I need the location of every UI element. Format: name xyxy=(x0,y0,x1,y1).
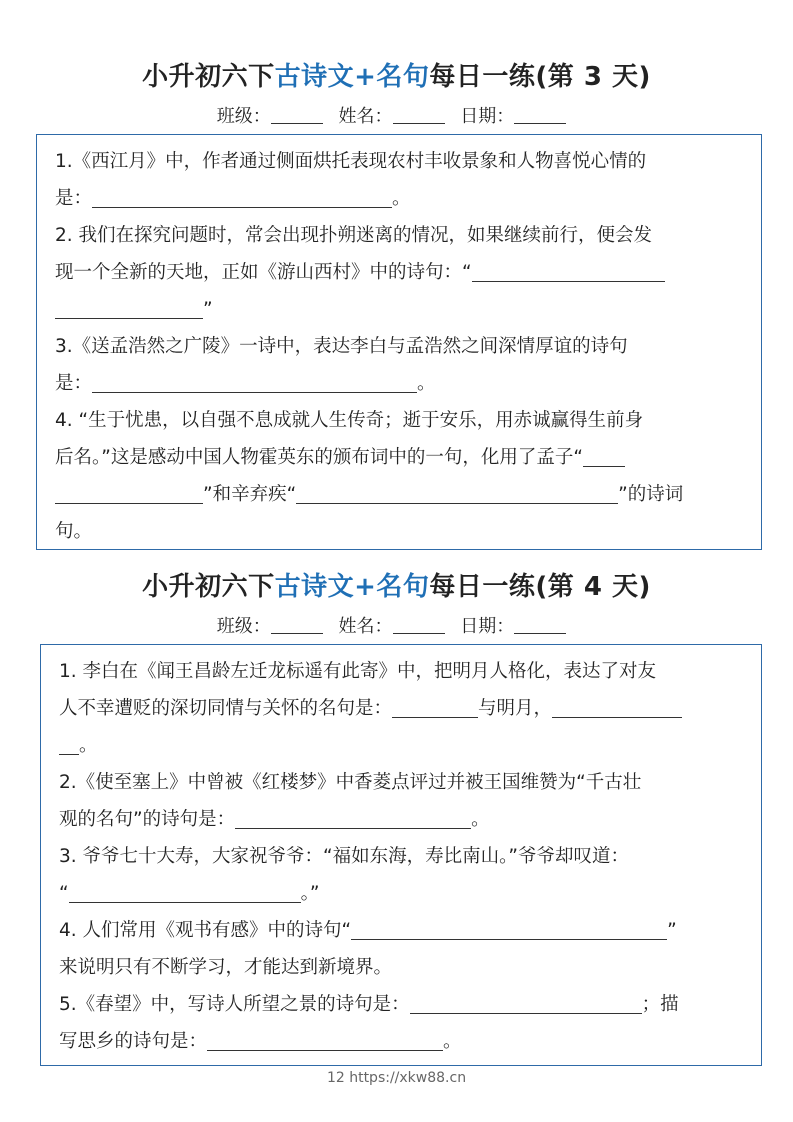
q5-prefix-2: 写思乡的诗句是： xyxy=(59,1031,208,1052)
q1-mid: 与明月， xyxy=(478,698,553,719)
q4-line-1: 4. “生于忧患，以自强不息成就人生传奇；逝于安乐，用赤诚赢得生前身 xyxy=(55,410,644,431)
answer-blank[interactable] xyxy=(351,917,667,940)
day4-title-highlight: 古诗文+名句 xyxy=(274,572,430,602)
q2-suffix: 。 xyxy=(471,809,490,830)
q1-line-1: 1. 李白在《闻王昌龄左迁龙标遥有此寄》中，把明月人格化，表达了对友 xyxy=(59,661,657,682)
answer-blank[interactable] xyxy=(55,481,203,504)
class-label: 班级： xyxy=(216,616,271,637)
answer-blank[interactable] xyxy=(59,732,79,755)
q5-line-2 xyxy=(59,1023,747,1060)
q4-close-quote: ” xyxy=(667,920,677,941)
day4-info-row xyxy=(0,612,793,638)
day3-title-suffix: 每日一练(第 3 天) xyxy=(429,62,651,92)
q3-line-2 xyxy=(59,875,747,912)
day3-title-highlight: 古诗文+名句 xyxy=(274,62,430,92)
q5-prefix: 5.《春望》中，写诗人所望之景的诗句是： xyxy=(59,994,410,1015)
day3-title-prefix: 小升初六下 xyxy=(142,62,275,92)
answer-blank[interactable] xyxy=(392,695,478,718)
q1-line-2 xyxy=(55,180,747,217)
day4-title-suffix: 每日一练(第 4 天) xyxy=(429,572,651,602)
q2-prefix: 观的名句”的诗句是： xyxy=(59,809,236,830)
date-blank[interactable] xyxy=(514,106,566,124)
q2-suffix: ” xyxy=(203,299,213,320)
day4-title xyxy=(0,566,793,603)
answer-blank[interactable] xyxy=(55,296,203,319)
q3-line-1: 3. 爷爷七十大寿，大家祝爷爷：“福如东海，寿比南山。”爷爷却叹道： xyxy=(59,846,629,867)
q1-line-2 xyxy=(59,690,747,727)
q2-line-3 xyxy=(55,291,747,328)
q1-line-1: 1.《西江月》中，作者通过侧面烘托表现农村丰收景象和人物喜悦心情的 xyxy=(55,151,647,172)
answer-blank[interactable] xyxy=(92,370,417,393)
q4-line-2: 来说明只有不断学习，才能达到新境界。 xyxy=(59,957,393,978)
q1-suffix: 。 xyxy=(79,735,98,756)
date-blank[interactable] xyxy=(514,616,566,634)
answer-blank[interactable] xyxy=(552,695,682,718)
date-label: 日期： xyxy=(460,616,515,637)
day3-info-row xyxy=(0,102,793,128)
q3-line-1: 3.《送孟浩然之广陵》一诗中，表达李白与孟浩然之间深情厚谊的诗句 xyxy=(55,336,628,357)
q4-prefix: 4. 人们常用《观书有感》中的诗句“ xyxy=(59,920,352,941)
q4-line-3 xyxy=(55,476,747,513)
q4-prefix: 后名。”这是感动中国人物霍英东的颁布词中的一句，化用了孟子“ xyxy=(55,447,583,468)
q4-line-1 xyxy=(59,912,747,949)
q4-mid: ”和辛弃疾“ xyxy=(203,484,297,505)
class-blank[interactable] xyxy=(271,106,323,124)
q2-line-1: 2.《使至塞上》中曾被《红楼梦》中香菱点评过并被王国维赞为“千古壮 xyxy=(59,772,642,793)
day3-title xyxy=(0,56,793,93)
day4-question-box xyxy=(40,644,762,1066)
q2-line-2 xyxy=(59,801,747,838)
name-blank[interactable] xyxy=(393,106,445,124)
answer-blank[interactable] xyxy=(92,185,392,208)
q3-suffix: 。 xyxy=(417,373,436,394)
answer-blank[interactable] xyxy=(235,806,471,829)
q3-prefix: 是： xyxy=(55,373,93,394)
q2-line-2 xyxy=(55,254,747,291)
page-footer: 12 https://xkw88.cn xyxy=(326,1070,467,1086)
q3-suffix: 。” xyxy=(300,883,320,904)
q5-suffix: 。 xyxy=(443,1031,462,1052)
q4-suffix: ”的诗词 xyxy=(618,484,684,505)
answer-blank[interactable] xyxy=(69,880,301,903)
q2-line-1: 2. 我们在探究问题时，常会出现扑朔迷离的情况，如果继续前行，便会发 xyxy=(55,225,653,246)
q1-suffix: 。 xyxy=(392,188,411,209)
day3-question-box xyxy=(36,134,762,550)
q2-prefix: 现一个全新的天地，正如《游山西村》中的诗句：“ xyxy=(55,262,472,283)
answer-blank[interactable] xyxy=(472,259,665,282)
q5-line-1 xyxy=(59,986,747,1023)
name-label: 姓名： xyxy=(338,106,393,127)
q1-prefix: 人不幸遭贬的深切同情与关怀的名句是： xyxy=(59,698,393,719)
answer-blank[interactable] xyxy=(207,1028,443,1051)
q3-open-quote: “ xyxy=(59,883,69,904)
date-label: 日期： xyxy=(460,106,515,127)
class-blank[interactable] xyxy=(271,616,323,634)
q1-line-3 xyxy=(59,727,747,764)
answer-blank[interactable] xyxy=(583,444,625,467)
q5-mid: ；描 xyxy=(641,994,679,1015)
q3-line-2 xyxy=(55,365,747,402)
q1-prefix: 是： xyxy=(55,188,93,209)
name-blank[interactable] xyxy=(393,616,445,634)
q4-line-2 xyxy=(55,439,747,476)
answer-blank[interactable] xyxy=(410,991,642,1014)
class-label: 班级： xyxy=(216,106,271,127)
name-label: 姓名： xyxy=(338,616,393,637)
answer-blank[interactable] xyxy=(296,481,618,504)
day4-title-prefix: 小升初六下 xyxy=(142,572,275,602)
q4-line-4: 句。 xyxy=(55,521,93,542)
